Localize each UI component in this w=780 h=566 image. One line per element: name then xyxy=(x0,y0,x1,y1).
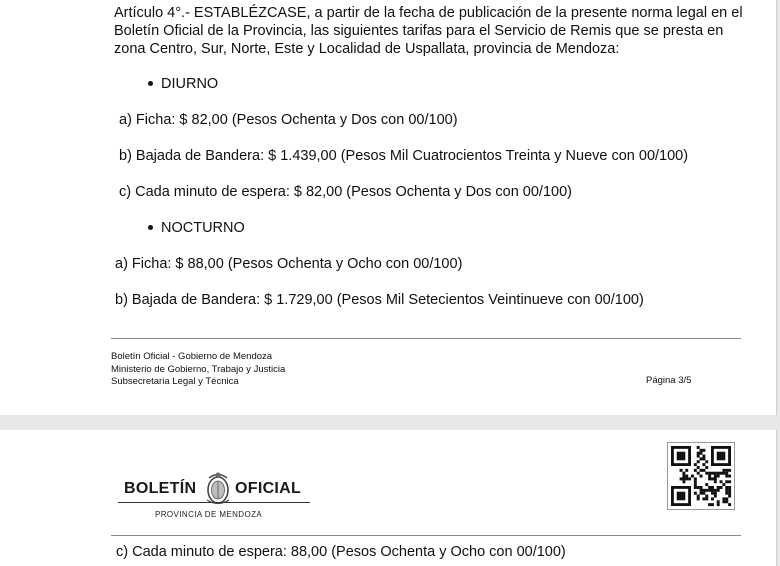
logo-underline xyxy=(118,502,310,503)
diurno-item-c: c) Cada minuto de espera: $ 82,00 (Pesos Ochenta y Dos con 00/100) xyxy=(119,184,572,200)
footer-divider xyxy=(111,338,741,339)
nocturno-item-c: c) Cada minuto de espera: 88,00 (Pesos Ochenta y Ocho con 00/100) xyxy=(116,544,566,560)
qr-code-icon xyxy=(667,442,735,510)
bullet-nocturno-label: NOCTURNO xyxy=(161,220,245,236)
article-4-paragraph: Artículo 4°.- ESTABLÉZCASE, a partir de la fecha de publicación de la presente norma legal en el Boletín Oficial de la Provincia, las siguientes tarifas para el Servicio de Remis que se presta en zona Centro, Sur, Norte, Este y Localidad de Uspallata, provincia de Mendoza: xyxy=(114,5,743,57)
page-footer xyxy=(111,351,285,389)
footer-line-2: Ministerio de Gobierno, Trabajo y Justicia xyxy=(111,363,286,375)
bullet-dot-icon xyxy=(148,81,153,86)
boletin-oficial-logo xyxy=(118,468,314,528)
bullet-diurno xyxy=(148,76,218,92)
diurno-item-a: a) Ficha: $ 82,00 (Pesos Ochenta y Dos con 00/100) xyxy=(119,112,458,128)
footer-line-3: Subsecretaria Legal y Técnica xyxy=(111,376,239,387)
footer-line-1: Boletín Oficial - Gobierno de Mendoza xyxy=(111,351,273,362)
nocturno-item-a: a) Ficha: $ 88,00 (Pesos Ochenta y Ocho con 00/100) xyxy=(115,256,463,272)
logo-word-right: OFICIAL xyxy=(235,480,302,497)
nocturno-item-b: b) Bajada de Bandera: $ 1.729,00 (Pesos Mil Setecientos Veintinueve con 00/100) xyxy=(115,292,644,308)
bullet-nocturno xyxy=(148,220,245,236)
logo-word-left: BOLETÍN xyxy=(124,480,197,497)
page-number: Página 3/5 xyxy=(646,375,692,386)
bullet-diurno-label: DIURNO xyxy=(161,76,219,92)
document-page-4 xyxy=(0,430,777,566)
diurno-item-b: b) Bajada de Bandera: $ 1.439,00 (Pesos Mil Cuatrocientos Treinta y Nueve con 00/100) xyxy=(119,148,689,164)
logo-subtitle: PROVINCIA DE MENDOZA xyxy=(155,510,263,519)
header-divider xyxy=(111,535,741,536)
bullet-dot-icon xyxy=(148,225,153,230)
